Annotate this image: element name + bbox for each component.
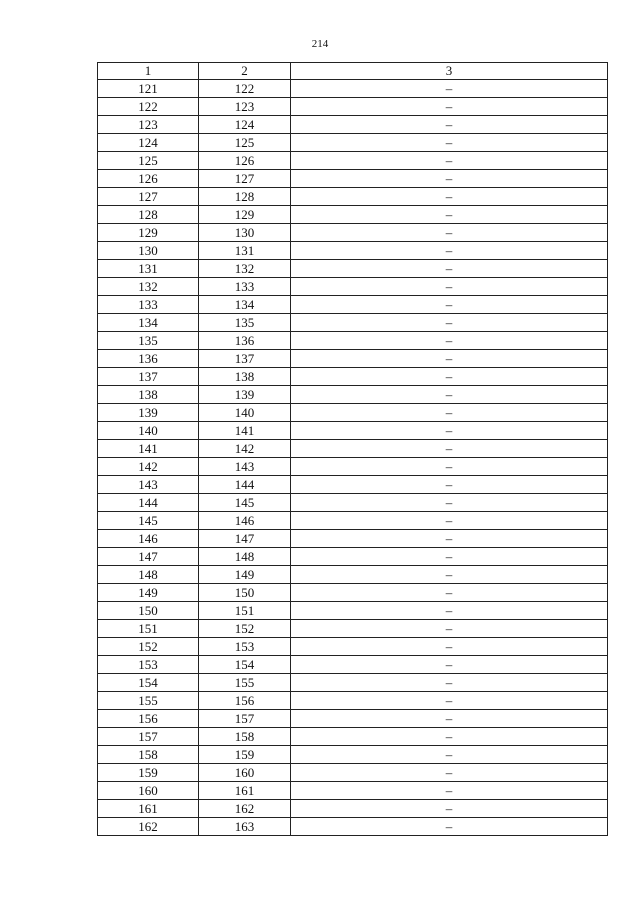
table-cell-col-3: – — [291, 422, 608, 440]
table-cell-col-2: 149 — [199, 566, 291, 584]
table-row — [98, 116, 608, 134]
table-cell-col-3: – — [291, 80, 608, 98]
table-row — [98, 494, 608, 512]
table-cell-col-2: 147 — [199, 530, 291, 548]
table-cell-col-3: – — [291, 764, 608, 782]
table-cell-col-2: 123 — [199, 98, 291, 116]
table-cell-col-1: 135 — [98, 332, 199, 350]
table-cell-col-3: – — [291, 746, 608, 764]
table-row — [98, 134, 608, 152]
table-cell-col-3: – — [291, 692, 608, 710]
table-cell-col-2: 158 — [199, 728, 291, 746]
table-row — [98, 170, 608, 188]
table-cell-col-2: 128 — [199, 188, 291, 206]
table-cell-col-2: 155 — [199, 674, 291, 692]
table-cell-col-2: 126 — [199, 152, 291, 170]
table-row — [98, 710, 608, 728]
column-header-3: 3 — [291, 63, 608, 80]
table-cell-col-1: 143 — [98, 476, 199, 494]
table-cell-col-2: 144 — [199, 476, 291, 494]
table-cell-col-3: – — [291, 224, 608, 242]
table-cell-col-1: 148 — [98, 566, 199, 584]
table-cell-col-3: – — [291, 566, 608, 584]
table-row — [98, 692, 608, 710]
table-cell-col-1: 156 — [98, 710, 199, 728]
table-cell-col-1: 153 — [98, 656, 199, 674]
table-cell-col-2: 132 — [199, 260, 291, 278]
data-table — [97, 62, 608, 836]
table-cell-col-1: 128 — [98, 206, 199, 224]
table-row — [98, 440, 608, 458]
table-row — [98, 548, 608, 566]
table-row — [98, 350, 608, 368]
table-row — [98, 512, 608, 530]
table-row — [98, 674, 608, 692]
table-cell-col-2: 138 — [199, 368, 291, 386]
table-row — [98, 314, 608, 332]
table-cell-col-3: – — [291, 728, 608, 746]
table-cell-col-3: – — [291, 116, 608, 134]
table-cell-col-3: – — [291, 206, 608, 224]
table-row — [98, 530, 608, 548]
table-cell-col-1: 162 — [98, 818, 199, 836]
table-cell-col-3: – — [291, 638, 608, 656]
table-cell-col-1: 159 — [98, 764, 199, 782]
table-row — [98, 800, 608, 818]
table-cell-col-2: 130 — [199, 224, 291, 242]
table-cell-col-1: 126 — [98, 170, 199, 188]
table-cell-col-3: – — [291, 800, 608, 818]
table-cell-col-2: 142 — [199, 440, 291, 458]
table-row — [98, 80, 608, 98]
table-row — [98, 656, 608, 674]
table-cell-col-1: 140 — [98, 422, 199, 440]
table-cell-col-1: 129 — [98, 224, 199, 242]
table-cell-col-3: – — [291, 620, 608, 638]
table-cell-col-2: 163 — [199, 818, 291, 836]
table-row — [98, 296, 608, 314]
table-row — [98, 728, 608, 746]
table-cell-col-2: 124 — [199, 116, 291, 134]
table-cell-col-2: 146 — [199, 512, 291, 530]
table-cell-col-1: 151 — [98, 620, 199, 638]
table-cell-col-3: – — [291, 404, 608, 422]
table-row — [98, 188, 608, 206]
table-row — [98, 620, 608, 638]
table-cell-col-2: 127 — [199, 170, 291, 188]
table-cell-col-1: 160 — [98, 782, 199, 800]
table-header — [98, 63, 608, 80]
table-cell-col-3: – — [291, 530, 608, 548]
table-cell-col-1: 155 — [98, 692, 199, 710]
table-cell-col-1: 158 — [98, 746, 199, 764]
table-row — [98, 746, 608, 764]
table-cell-col-3: – — [291, 440, 608, 458]
table-cell-col-1: 152 — [98, 638, 199, 656]
table-row — [98, 764, 608, 782]
table-cell-col-3: – — [291, 602, 608, 620]
table-cell-col-1: 130 — [98, 242, 199, 260]
table-row — [98, 602, 608, 620]
table-row — [98, 260, 608, 278]
table-cell-col-1: 123 — [98, 116, 199, 134]
table-row — [98, 422, 608, 440]
table-row — [98, 368, 608, 386]
table-cell-col-3: – — [291, 314, 608, 332]
table-cell-col-2: 148 — [199, 548, 291, 566]
table-cell-col-1: 127 — [98, 188, 199, 206]
table-cell-col-3: – — [291, 350, 608, 368]
table-cell-col-2: 151 — [199, 602, 291, 620]
table-cell-col-2: 159 — [199, 746, 291, 764]
table-row — [98, 638, 608, 656]
table-cell-col-1: 161 — [98, 800, 199, 818]
table-cell-col-2: 140 — [199, 404, 291, 422]
table-cell-col-1: 131 — [98, 260, 199, 278]
table-cell-col-1: 141 — [98, 440, 199, 458]
table-cell-col-3: – — [291, 458, 608, 476]
table-cell-col-3: – — [291, 188, 608, 206]
table-cell-col-2: 131 — [199, 242, 291, 260]
table-cell-col-2: 145 — [199, 494, 291, 512]
table-cell-col-1: 121 — [98, 80, 199, 98]
column-header-2: 2 — [199, 63, 291, 80]
table-row — [98, 566, 608, 584]
table-row — [98, 476, 608, 494]
table-cell-col-1: 125 — [98, 152, 199, 170]
table-row — [98, 152, 608, 170]
table-row — [98, 332, 608, 350]
table-cell-col-2: 150 — [199, 584, 291, 602]
table-body — [98, 80, 608, 836]
table-cell-col-1: 134 — [98, 314, 199, 332]
page-number: 214 — [311, 38, 329, 50]
table-cell-col-1: 145 — [98, 512, 199, 530]
table-row — [98, 584, 608, 602]
table-row — [98, 386, 608, 404]
table-cell-col-2: 154 — [199, 656, 291, 674]
table-header-row — [98, 63, 608, 80]
table-cell-col-3: – — [291, 818, 608, 836]
table-cell-col-2: 161 — [199, 782, 291, 800]
table-row — [98, 206, 608, 224]
table-cell-col-1: 157 — [98, 728, 199, 746]
table-cell-col-3: – — [291, 548, 608, 566]
table-cell-col-1: 133 — [98, 296, 199, 314]
table-cell-col-2: 156 — [199, 692, 291, 710]
table-row — [98, 224, 608, 242]
table-cell-col-3: – — [291, 332, 608, 350]
table-cell-col-3: – — [291, 368, 608, 386]
table-row — [98, 782, 608, 800]
table-cell-col-2: 141 — [199, 422, 291, 440]
table-row — [98, 458, 608, 476]
table-cell-col-1: 150 — [98, 602, 199, 620]
table-cell-col-3: – — [291, 782, 608, 800]
table-cell-col-2: 133 — [199, 278, 291, 296]
table-cell-col-3: – — [291, 584, 608, 602]
table-cell-col-2: 136 — [199, 332, 291, 350]
table-cell-col-2: 160 — [199, 764, 291, 782]
table-cell-col-3: – — [291, 512, 608, 530]
table-cell-col-3: – — [291, 674, 608, 692]
table-cell-col-3: – — [291, 476, 608, 494]
table-row — [98, 818, 608, 836]
table-cell-col-2: 152 — [199, 620, 291, 638]
table-cell-col-2: 135 — [199, 314, 291, 332]
table-cell-col-1: 132 — [98, 278, 199, 296]
table-cell-col-1: 124 — [98, 134, 199, 152]
table-cell-col-1: 142 — [98, 458, 199, 476]
table-cell-col-3: – — [291, 242, 608, 260]
table-cell-col-3: – — [291, 710, 608, 728]
table-cell-col-1: 139 — [98, 404, 199, 422]
table-cell-col-2: 129 — [199, 206, 291, 224]
table-cell-col-3: – — [291, 134, 608, 152]
table-row — [98, 278, 608, 296]
table-cell-col-2: 139 — [199, 386, 291, 404]
table-cell-col-3: – — [291, 278, 608, 296]
table-cell-col-3: – — [291, 98, 608, 116]
table-cell-col-3: – — [291, 170, 608, 188]
table-cell-col-1: 136 — [98, 350, 199, 368]
table-cell-col-2: 125 — [199, 134, 291, 152]
table-cell-col-2: 134 — [199, 296, 291, 314]
column-header-1: 1 — [98, 63, 199, 80]
table-cell-col-1: 154 — [98, 674, 199, 692]
table-cell-col-2: 162 — [199, 800, 291, 818]
table-cell-col-1: 147 — [98, 548, 199, 566]
table-cell-col-3: – — [291, 656, 608, 674]
table-row — [98, 404, 608, 422]
table-cell-col-3: – — [291, 260, 608, 278]
table-row — [98, 242, 608, 260]
table-cell-col-2: 137 — [199, 350, 291, 368]
table-cell-col-3: – — [291, 386, 608, 404]
table-cell-col-2: 157 — [199, 710, 291, 728]
table-cell-col-1: 137 — [98, 368, 199, 386]
table-cell-col-2: 122 — [199, 80, 291, 98]
table-row — [98, 98, 608, 116]
table-cell-col-3: – — [291, 296, 608, 314]
table-cell-col-1: 146 — [98, 530, 199, 548]
table-cell-col-2: 143 — [199, 458, 291, 476]
table-cell-col-3: – — [291, 494, 608, 512]
table-cell-col-1: 144 — [98, 494, 199, 512]
table-cell-col-2: 153 — [199, 638, 291, 656]
table-cell-col-1: 149 — [98, 584, 199, 602]
table-cell-col-3: – — [291, 152, 608, 170]
table-cell-col-1: 138 — [98, 386, 199, 404]
table-cell-col-1: 122 — [98, 98, 199, 116]
